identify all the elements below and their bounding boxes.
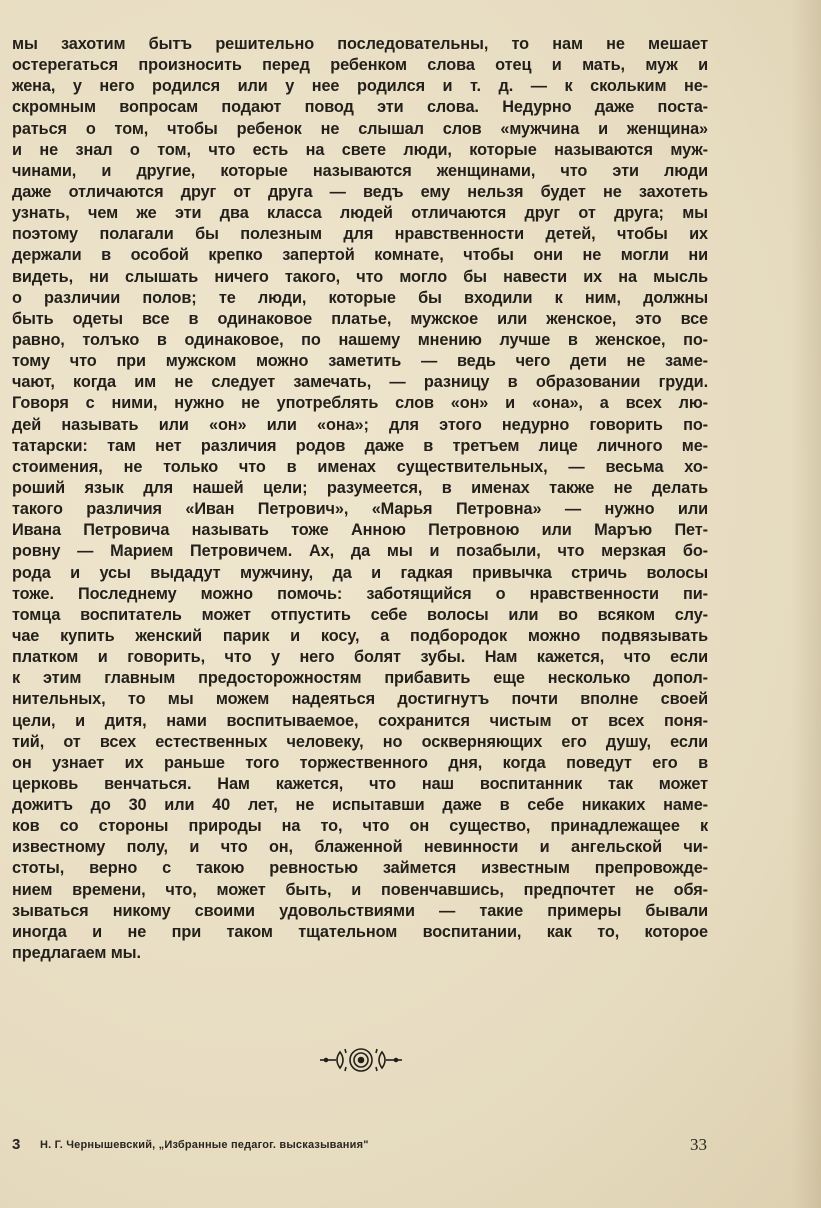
text-line: мы захотим бытъ решительно последовательны, то нам не мешает	[12, 35, 708, 53]
text-line: предлагаем мы.	[12, 944, 141, 963]
text-line: раться о том, чтобы ребенок не слышал слов «мужчина и женщина»	[12, 119, 708, 138]
text-line: он узнает их раньше того торжественного дня, когда поведут его в	[12, 753, 708, 772]
text-line: церковь венчаться. Нам кажется, что наш воспитанник так может	[12, 774, 708, 793]
text-line: жена, у него родился или у нее родился и т. д. — к скольким не-	[12, 77, 708, 96]
text-line: даже отличаются друг от друга — ведъ ему нельзя будет не захотеть	[12, 182, 708, 201]
text-line: быть одеты все в одинаковое платье, мужское или женское, это все	[12, 309, 708, 328]
text-line: равно, толъко в одинаковое, по нашему мнению лучше в женское, по-	[12, 330, 708, 349]
text-line: дей называть или «он» или «она»; для этого недурно говорить по-	[12, 415, 708, 434]
page-number: 33	[690, 1135, 707, 1154]
text-line: держали в особой крепко запертой комнате, чтобы они не могли ни	[12, 246, 708, 265]
text-line: поэтому полагали бы полезным для нравственности детей, чтобы их	[12, 225, 708, 244]
text-line: роший язык для нашей цели; разумеется, в именах также не делать	[12, 478, 708, 497]
text-line: нием времени, что, может быть, и повенчавшись, предпочтет не обя-	[12, 880, 708, 899]
text-line: ков со стороны природы на то, что он существо, принадлежащее к	[12, 817, 708, 836]
text-line: дожитъ до 30 или 40 лет, не испытавши даже в себе никаких наме-	[12, 796, 708, 815]
text-line: тий, от всех естественных человеку, но оскверняющих его душу, если	[12, 732, 708, 751]
text-line: тому что при мужском можно заметить — ведь чего дети не заме-	[12, 352, 708, 371]
text-line: платком и говорить, что у него болят зубы. Нам кажется, что если	[12, 648, 708, 667]
text-line: и не знал о том, что есть на свете люди, которые называются муж-	[12, 140, 708, 159]
page-edge-shadow	[791, 0, 821, 1208]
text-line: нительных, то мы можем надеяться достигнутъ почти вполне своей	[12, 690, 708, 709]
text-line: известному полу, и что он, блаженной невинности и ангельской чи-	[12, 838, 708, 857]
text-line: зываться никому своими удовольствиями — такие примеры бывали	[12, 901, 708, 920]
text-line: Ивана Петровича называть тоже Анною Петровною или Маръю Пет-	[12, 521, 708, 540]
text-line: иногда и не при таком тщательном воспитании, как то, которое	[12, 922, 708, 941]
text-line: цели, и дитя, нами воспитываемое, сохранится чистым от всех поня-	[12, 711, 708, 730]
text-line: остерегаться произносить перед ребенком слова отец и мать, муж и	[12, 56, 708, 75]
text-line: такого различия «Иван Петрович», «Марья Петровна» — нужно или	[12, 500, 708, 519]
text-line: ровну — Марием Петровичем. Ах, да мы и позабыли, что мерзкая бо-	[12, 542, 708, 561]
running-title: Н. Г. Чернышевский, „Избранные педагог. высказывания"	[40, 1139, 369, 1151]
text-line: татарски: там нет различия родов даже в третъем лице личного ме-	[12, 436, 708, 455]
text-line: чинами, и другие, которые называются женщинами, что эти люди	[12, 161, 708, 180]
signature-mark: 3	[12, 1136, 21, 1153]
text-line: чае купить женский парик и косу, а подбородок можно подвязывать	[12, 626, 708, 645]
text-line: узнать, чем же эти два класса людей отличаются друг от друга; мы	[12, 204, 708, 223]
text-line: видеть, ни слышать ничего такого, что могло бы навести их на мысль	[12, 267, 708, 286]
text-line: о различии полов; те люди, которые бы входили к ним, должны	[12, 288, 708, 307]
text-line: рода и усы выдадут мужчину, да и гадкая привычка стричь волосы	[12, 563, 708, 582]
text-line: томца воспитатель может отпустить себе волосы или во всяком слу-	[12, 605, 708, 624]
ornament-icon	[318, 1046, 404, 1074]
text-line: стоимения, не только что в именах существительных, — весьма хо-	[12, 457, 708, 476]
body-text	[12, 34, 708, 964]
text-line: тоже. Последнему можно помочь: заботящийся о нравственности пи-	[12, 584, 708, 603]
text-line: Говоря с ними, нужно не употреблять слов «он» и «она», а всех лю-	[12, 394, 708, 413]
text-line: скромным вопросам подают повод эти слова. Недурно даже поста-	[12, 98, 708, 117]
text-line: к этим главным предосторожностям прибавить еще несколько допол-	[12, 669, 708, 688]
text-line: стоты, верно с такою ревностью займется известным препровожде-	[12, 859, 708, 878]
text-line: чают, когда им не следует замечать, — разницу в образовании груди.	[12, 373, 708, 392]
